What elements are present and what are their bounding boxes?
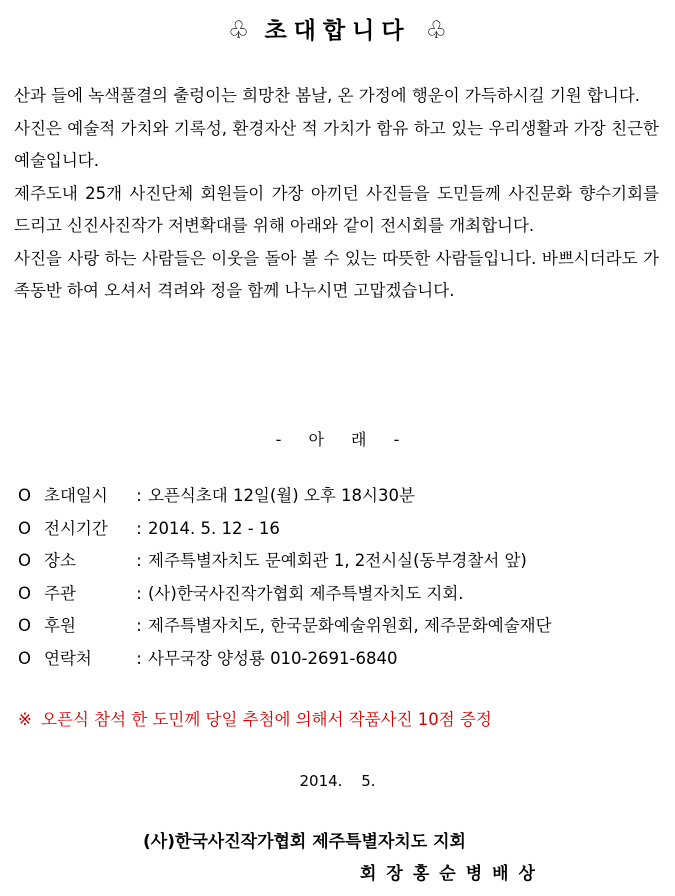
detail-row-sponsor [18,610,668,643]
bullet-icon: O [18,648,31,668]
document-date: 2014. 5. [299,772,376,790]
detail-label: 주관 [44,583,76,603]
signature-line: 회장홍순병배상 [360,864,545,884]
detail-value: (사)한국사진작가협회 제주특별자치도 지회. [148,583,464,603]
detail-label: 연락처 [44,648,92,668]
reference-mark-icon: ※ [18,710,32,729]
document-title [0,12,675,45]
detail-label: 초대일시 [44,486,108,505]
bullet-icon: O [18,551,31,570]
detail-row-venue [18,545,668,578]
bullet-icon: O [18,616,31,635]
bullet-icon: O [18,486,31,505]
body-paragraph-2: 사진은 예술적 가치와 기록성, 환경자산 적 가치가 함유 하고 있는 우리생활과 가장 친근한 예술입니다. [14,118,659,170]
detail-label: 전시기간 [44,518,108,538]
bullet-icon: O [18,518,31,538]
club-suit-icon: ♧ [227,16,250,44]
colon: : [136,551,142,570]
detail-value: 사무국장 양성룡 010-2691-6840 [148,648,398,668]
notice-text: 오픈식 참석 한 도민께 당일 추첨에 의해서 작품사진 10점 증정 [41,710,492,729]
club-suit-icon: ♧ [425,16,448,44]
detail-row-invite-time [18,480,668,513]
title-text: 초대합니다 [264,18,411,44]
detail-row-period [18,513,668,546]
body-paragraph-1: 산과 들에 녹색풀결의 출렁이는 희망찬 봄날, 온 가정에 행운이 가득하시길 기원 합니다. [14,86,641,105]
invitation-body [14,80,659,308]
detail-label: 후원 [44,616,76,635]
detail-value: 제주특별자치도, 한국문화예술위원회, 제주문화예술재단 [148,616,552,635]
organization-name: (사)한국사진작가협회 제주특별자치도 지회 [143,832,466,852]
detail-label: 장소 [44,551,76,570]
event-details-list [18,480,668,675]
colon: : [136,518,142,538]
colon: : [136,616,142,635]
detail-row-organizer [18,578,668,611]
notice-line [18,706,658,730]
detail-value: 오픈식초대 12일(월) 오후 18시30분 [148,486,415,505]
colon: : [136,648,142,668]
colon: : [136,486,142,505]
detail-row-contact [18,643,668,676]
detail-value: 2014. 5. 12 - 16 [148,518,280,538]
bullet-icon: O [18,583,31,603]
body-paragraph-3: 제주도내 25개 사진단체 회원들이 가장 아끼던 사진들을 도민들께 사진문화 향수기회를 드리고 신진사진작가 저변확대를 위해 아래와 같이 전시회를 개최합니다. [14,183,659,235]
detail-value: 제주특별자치도 문예회관 1, 2전시실(동부경찰서 앞) [148,551,527,570]
section-heading: - 아 래 - [275,430,400,449]
colon: : [136,583,142,603]
body-paragraph-4: 사진을 사랑 하는 사람들은 이웃을 돌아 볼 수 있는 따뜻한 사람들입니다. 바쁘시더라도 가족동반 하여 오셔서 격려와 정을 함께 나누시면 고맙겠습니다. [14,248,659,300]
